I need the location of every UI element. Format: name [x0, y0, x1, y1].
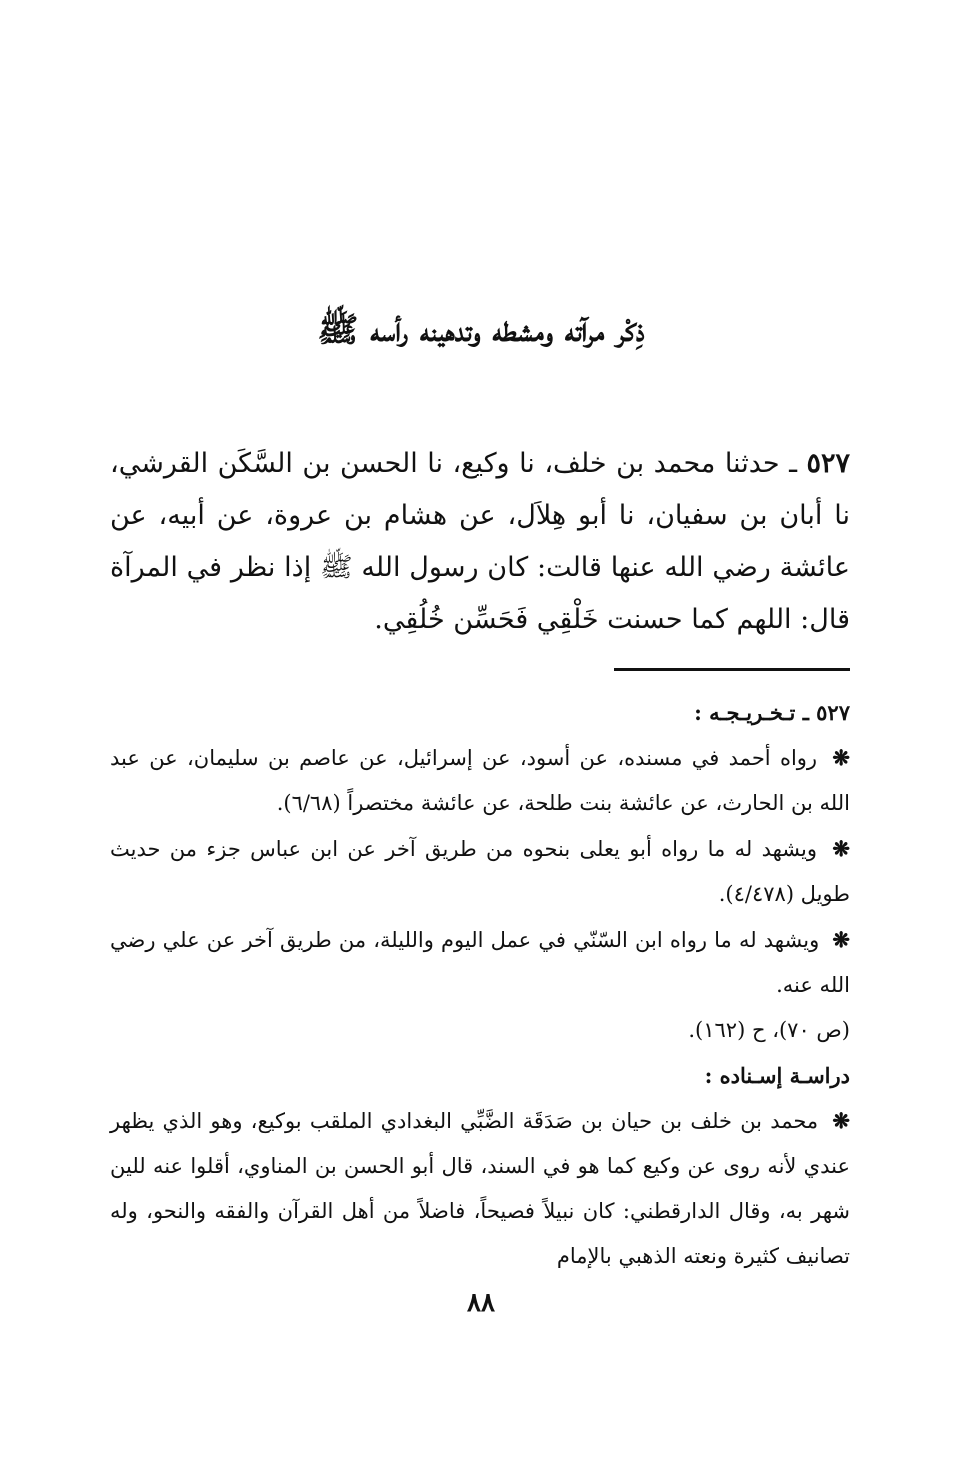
- takhrij-item-1-text: رواه أحمد في مسنده، عن أسود، عن إسرائيل، عن عاصم بن سليمان، عن عبد الله بن الحارث، عن عائشة بنت طلحة، عن عائشة مختصراً (٦/٦٨).: [110, 746, 850, 815]
- bullet-icon: ❋: [832, 745, 850, 770]
- page-number: ٨٨: [467, 1288, 495, 1318]
- takhrij-item-2: [110, 826, 850, 917]
- hadith-number: ٥٢٧: [806, 448, 850, 479]
- bullet-icon: ❋: [832, 927, 850, 952]
- takhrij-item-3: [110, 917, 850, 1008]
- footnotes: [110, 690, 850, 1279]
- takhrij-item-2-text: ويشهد له ما رواه أبو يعلى بنحوه من طريق آخر عن ابن عباس جزء من حديث طويل (٤/٤٧٨).: [110, 837, 850, 906]
- bullet-icon: ❋: [832, 836, 850, 861]
- hadith-text-block: [110, 438, 850, 646]
- isnad-item-1-text: محمد بن خلف بن حيان بن صَدَقَة الضَّبِّي البغدادي الملقب بوكيع، وهو الذي يظهر عندي لأنه روى عن وكيع كما هو في السند، قال أبو الحسن بن المناوي، أقلوا عنه للين شهر به، وقال الدارقطني: كان نبيلاً فصيحاً، فاضلاً من أهل القرآن والفقه والنحو، وله تصانيف كثيرة ونعته الذهبي بالإمام: [110, 1109, 850, 1268]
- hadith-body: ـ حدثنا محمد بن خلف، نا وكيع، نا الحسن بن السَّكَن القرشي، نا أبان بن سفيان، نا أبو هِلاَل، عن هشام بن عروة، عن أبيه، عن عائشة رضي الله عنها قالت: كان رسول الله ﷺ إذا نظر في المرآة قال: اللهم كما حسنت خَلْقِي فَحَسِّن خُلُقِي.: [110, 448, 850, 635]
- bullet-icon: ❋: [832, 1108, 850, 1133]
- takhrij-heading: ٥٢٧ ـ تـخـريـجـه :: [694, 700, 850, 725]
- takhrij-item-3-text: ويشهد له ما رواه ابن السّنّي في عمل اليوم والليلة، من طريق آخر عن علي رضي الله عنه.: [110, 928, 850, 997]
- chapter-title: ذِكْر مرآته ومشطه وتدهينه رأسه ﷺ: [317, 310, 645, 350]
- isnad-item-1: [110, 1098, 850, 1279]
- isnad-heading: دراسـة إسـناده :: [704, 1063, 850, 1088]
- takhrij-item-1: [110, 735, 850, 826]
- reference-line: (ص ٧٠)، ح (١٦٢).: [688, 1018, 850, 1042]
- footnote-divider: [614, 668, 850, 671]
